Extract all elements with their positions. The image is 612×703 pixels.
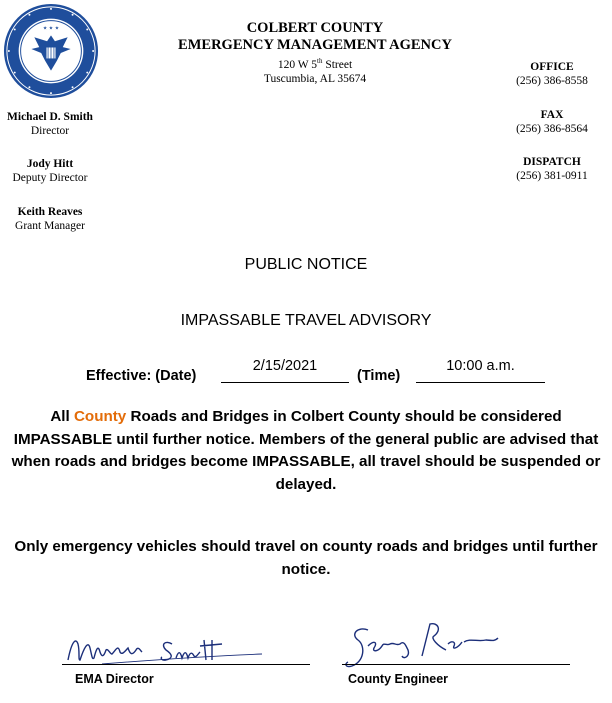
contact-label: OFFICE	[530, 61, 574, 73]
time-value: 10:00 a.m.	[446, 358, 515, 374]
agency-address	[150, 54, 480, 72]
advisory-paragraph-1	[10, 406, 602, 496]
staff-title: Deputy Director	[12, 172, 88, 184]
staff-title: Director	[30, 125, 70, 137]
time-label: (Time)	[357, 368, 401, 384]
agency-city: Tuscumbia, AL 35674	[263, 72, 367, 85]
address-number: 120 W 5	[277, 58, 318, 71]
para1-prefix: All	[50, 408, 74, 425]
staff-name: Michael D. Smith	[7, 111, 93, 123]
contact-label: FAX	[540, 109, 564, 121]
contact-phone: (256) 381-0911	[516, 170, 588, 182]
svg-text:★ ★ ★: ★ ★ ★	[42, 25, 60, 32]
staff-name: Keith Reaves	[17, 206, 83, 218]
address-street: Street	[322, 58, 353, 71]
contact-phone: (256) 386-8558	[516, 75, 588, 87]
engineer-signature-label: County Engineer	[348, 672, 449, 686]
staff-name: Jody Hitt	[26, 158, 74, 170]
agency-name-line2: EMERGENCY MANAGEMENT AGENCY	[178, 37, 452, 53]
engineer-signature	[338, 616, 518, 676]
staff-deputy-director	[0, 157, 100, 185]
staff-director	[0, 110, 100, 138]
effective-line	[0, 358, 612, 388]
contact-office	[492, 60, 612, 88]
date-value: 2/15/2021	[252, 358, 318, 374]
advisory-paragraph-2: Only emergency vehicles should travel on county roads and bridges until further notice.	[14, 538, 598, 578]
para1-body: Roads and Bridges in Colbert County should be considered IMPASSABLE until further notice. Members of the general public are advised that when roads and bridges become IMPASSABLE, all travel should be suspended or delayed.	[11, 408, 601, 493]
effective-date-label: Effective: (Date)	[86, 368, 197, 384]
staff-title: Grant Manager	[15, 220, 85, 232]
agency-header	[150, 20, 480, 86]
contact-dispatch	[492, 155, 612, 183]
contact-fax	[492, 108, 612, 136]
contact-label: DISPATCH	[523, 156, 581, 168]
advisory-title: IMPASSABLE TRAVEL ADVISORY	[180, 312, 432, 329]
director-signature-line	[62, 664, 310, 665]
agency-name-line1: COLBERT COUNTY	[246, 20, 384, 36]
address-suffix: th	[317, 57, 323, 65]
county-highlight: County	[73, 408, 127, 425]
director-signature-label: EMA Director	[75, 672, 154, 686]
notice-title: PUBLIC NOTICE	[244, 256, 368, 273]
contact-phone: (256) 386-8564	[516, 123, 588, 135]
agency-seal-logo	[2, 2, 100, 100]
engineer-signature-line	[342, 664, 570, 665]
staff-grant-manager	[0, 205, 100, 233]
